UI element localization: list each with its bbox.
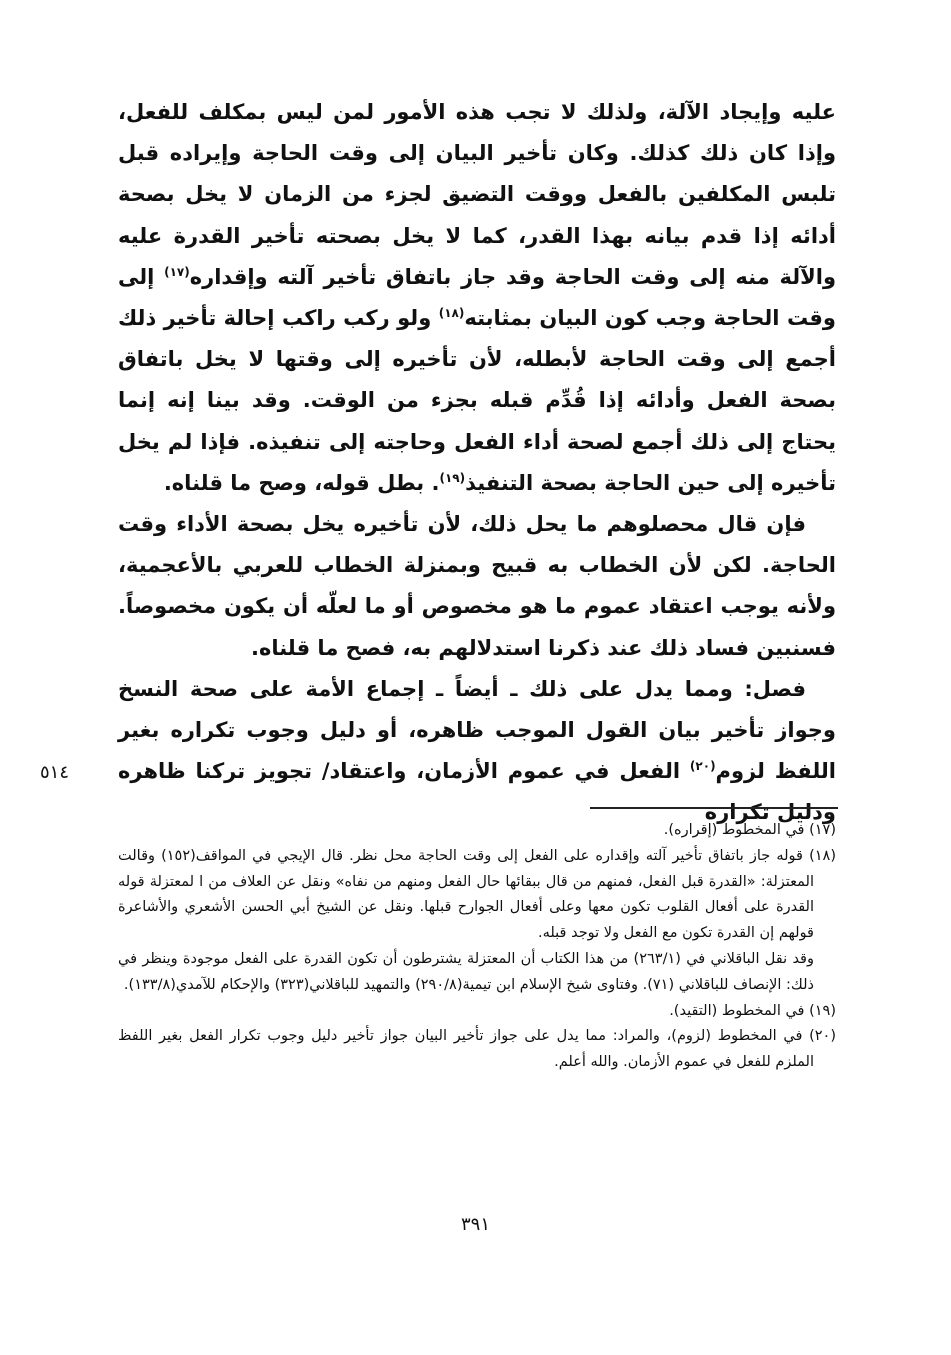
footnote-19: (١٩) في المخطوط (التقيد).: [669, 1002, 836, 1019]
paragraph-1: [118, 92, 836, 504]
footnote-separator: [590, 807, 838, 809]
main-text: [118, 92, 836, 834]
footnotes: [118, 818, 836, 1076]
footnote-17: (١٧) في المخطوط (إقراره).: [663, 822, 836, 838]
footnote-ref-18[interactable]: (١٨): [438, 306, 465, 321]
footnote-18: (١٨) قوله جاز باتفاق تأخير آلته وإقداره على الفعل إلى وقت الحاجة محل نظر. قال الإيجي في المواقف(١٥٢) وقالت المعتزلة: «القدرة قبل الفعل، فمنهم من قال ببقائها حال الفعل ومنهم من نفاه» ونقل عن العلاف من ا لمعتزلة قوله القدرة على أفعال القلوب تكون معها وعلى أفعال الجوارح قبلها. ونقل عن الشيخ أبي الحسن الأشعري والأشاعرة قولهم إن القدرة تكون مع الفعل ولا توجد قبله.: [118, 847, 836, 942]
paragraph-3-part-a: فصل: ومما يدل على ذلك ـ أيضاً ـ إجماع الأمة على صحة النسخ وجواز تأخير بيان القول الموجب ظاهره، أو دليل وجوب تكراره بغير اللفظ لزوم: [118, 676, 836, 784]
footnote-ref-19[interactable]: (١٩): [439, 470, 466, 485]
paragraph-1-part-a: عليه وإيجاد الآلة، ولذلك لا تجب هذه الأمور لمن ليس بمكلف للفعل، وإذا كان ذلك كذلك. وكان تأخير البيان إلى وقت الحاجة وإيراده قبل تلبس المكلفين بالفعل ووقت التضيق لجزء من الزمان لا يخل بصحة أدائه إذا قدم بيانه بهذا القدر، كما لا يخل بصحته تأخير القدرة عليه والآلة منه إلى وقت الحاجة وقد جاز باتفاق تأخير آلته وإقداره: [118, 100, 836, 289]
paragraph-2: فإن قال محصلوهم ما يحل ذلك، لأن تأخيره يخل بصحة الأداء وقت الحاجة. لكن لأن الخطاب به قبيح وبمنزلة الخطاب للعربي بالأعجمية، ولأنه يوجب اعتقاد عموم ما هو مخصوص أو ما لعلّه أن يكون مخصوصاً. فسنبين فساد ذلك عند ذكرنا استدلالهم به، فصح ما قلناه.: [118, 512, 836, 660]
paragraph-1-part-b: إلى وقت الحاجة وجب كون البيان بمثابته: [118, 264, 836, 331]
footnote-ref-20[interactable]: (٢٠): [689, 759, 716, 774]
paragraph-1-part-d: . بطل قوله، وصح ما قلناه.: [163, 470, 440, 495]
paragraph-3-part-b: الفعل في عموم الأزمان، واعتقاد/ تجويز تركنا ظاهره ودليل تكراره: [118, 759, 836, 825]
manuscript-folio-number: ٥١٤: [40, 762, 70, 783]
page-number: ٣٩١: [460, 1214, 490, 1235]
footnote-18-continued: وقد نقل الباقلاني في (٢٦٣/١) من هذا الكتاب أن المعتزلة يشترطون أن تكون القدرة على الفعل موجودة وينظر في ذلك: الإنصاف للباقلاني (٧١). وفتاوى شيخ الإسلام ابن تيمية(٢٩٠/٨) والتمهيد للباقلاني(٣٢٣) والإحكام للآمدي(١٣٣/٨).: [118, 950, 814, 993]
footnote-ref-17[interactable]: (١٧): [164, 264, 190, 279]
footnote-20: (٢٠) في المخطوط (لزوم)، والمراد: مما يدل على جواز تأخير البيان جواز تأخير دليل وجوب تكرار الفعل بغير اللفظ الملزم للفعل في عموم الأزمان. والله أعلم.: [118, 1028, 836, 1071]
paragraph-1-part-c: ولو ركب راكب إحالة تأخير ذلك أجمع إلى وقت الحاجة لأبطله، لأن تأخيره إلى وقتها لا يخل باتفاق بصحة الفعل وأدائه إذا قُدِّم قبله بجزء من الوقت. وقد بينا إنه إنما يحتاج إلى ذلك أجمع لصحة أداء الفعل وحاجته إلى تنفيذه. فإذا لم يخل تأخيره إلى حين الحاجة بصحة التنفيذ: [118, 306, 836, 495]
